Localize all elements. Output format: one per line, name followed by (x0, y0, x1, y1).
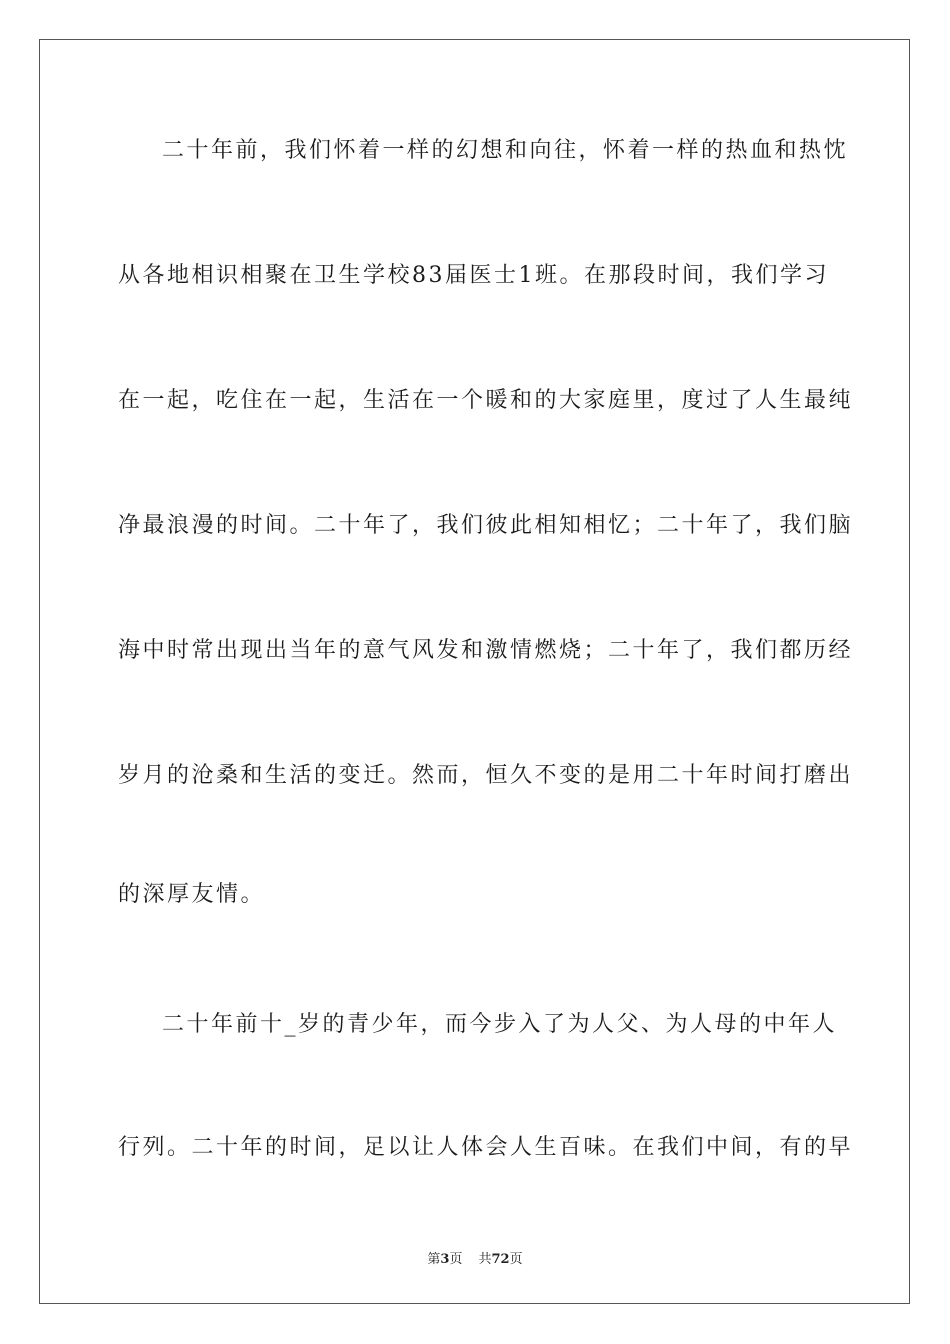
paragraph-1-line-3: 在一起，吃住在一起，生活在一个暖和的大家庭里，度过了人生最纯 (118, 388, 854, 413)
footer-total-suffix: 页 (509, 1252, 523, 1267)
page-footer (0, 1248, 950, 1267)
footer-total-prefix: 共 (478, 1252, 492, 1267)
paragraph-1-line-6: 岁月的沧桑和生活的变迁。然而，恒久不变的是用二十年时间打磨出 (118, 763, 854, 788)
footer-page-prefix: 第 (427, 1252, 441, 1267)
paragraph-1-line-4: 净最浪漫的时间。二十年了，我们彼此相知相忆；二十年了，我们脑 (118, 513, 854, 538)
footer-page-suffix: 页 (449, 1252, 463, 1267)
footer-page-number: 3 (440, 1252, 450, 1267)
paragraph-1-line-7: 的深厚友情。 (118, 882, 266, 907)
paragraph-1-line-5: 海中时常出现出当年的意气风发和激情燃烧；二十年了，我们都历经 (118, 638, 854, 663)
footer-total-pages: 72 (491, 1252, 510, 1267)
page-border (39, 39, 910, 1304)
paragraph-2-line-2: 行列。二十年的时间，足以让人体会人生百味。在我们中间，有的早 (118, 1135, 854, 1160)
paragraph-1-line-1: 二十年前，我们怀着一样的幻想和向往，怀着一样的热血和热忱 (162, 138, 849, 163)
paragraph-1-line-2: 从各地相识相聚在卫生学校83届医士1班。在那段时间，我们学习 (118, 263, 829, 288)
paragraph-2-line-1: 二十年前十_岁的青少年，而今步入了为人父、为人母的中年人 (162, 1012, 838, 1037)
